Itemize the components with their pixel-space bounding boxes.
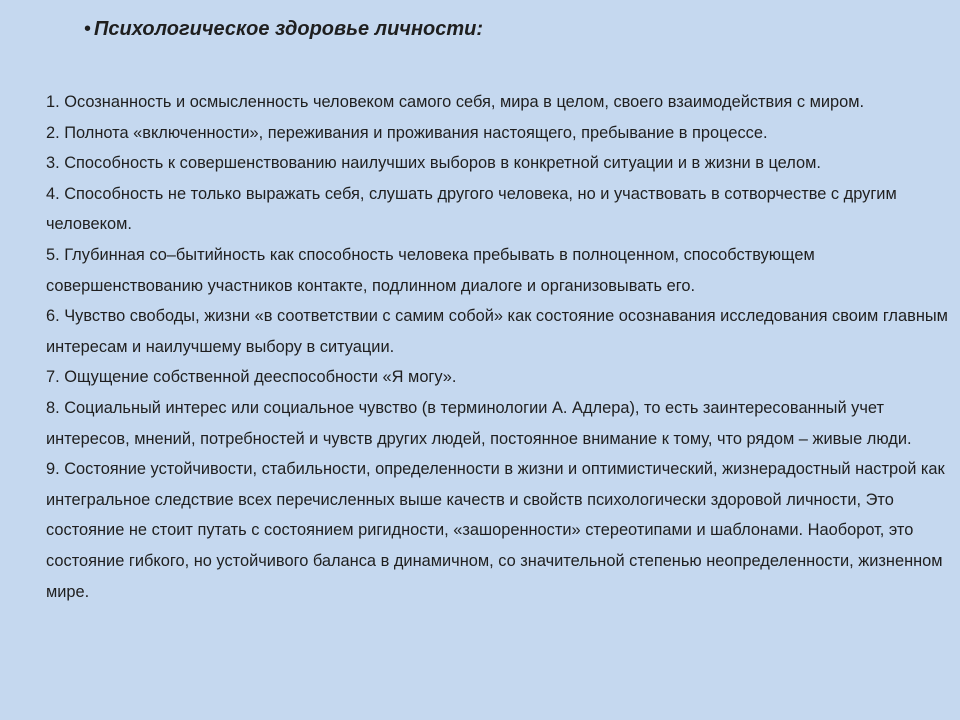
list-item-5: 5. Глубинная со–бытийность как способность человека пребывать в полноценном, способствующем совершенствованию участников контакте, подлинном диалоге и организовывать его. bbox=[46, 245, 815, 295]
list-item-9: 9. Состояние устойчивости, стабильности, определенности в жизни и оптимистический, жизнерадостный настрой как интегральное следствие всех перечисленных выше качеств и свойств психологически здоровой личности, Это состояние не стоит путать с состоянием ригидности, «зашоренности» стереотипами и шаблонами. Наоборот, это состояние гибкого, но устойчивого баланса в динамичном, со значительной степенью неопределенности, жизненном мире. bbox=[46, 460, 945, 601]
list-item-8: 8. Социальный интерес или социальное чувство (в терминологии А. Адлера), то есть заинтересованный учет интересов, мнений, потребностей и чувств других людей, постоянное внимание к тому, что рядом – живые люди. bbox=[46, 398, 912, 448]
slide-heading: Психологическое здоровье личности: bbox=[94, 18, 484, 40]
list-item-4: 4. Способность не только выражать себя, слушать другого человека, но и участвовать в сотворчестве с другим человеком. bbox=[46, 184, 897, 234]
heading-bullet: • bbox=[84, 18, 92, 40]
numbered-list bbox=[46, 87, 954, 607]
list-item-7: 7. Ощущение собственной дееспособности «Я могу». bbox=[46, 368, 457, 387]
list-item-1: 1. Осознанность и осмысленность человеком самого себя, мира в целом, своего взаимодействия с миром. bbox=[46, 93, 865, 111]
list-item-3: 3. Способность к совершенствованию наилучших выборов в конкретной ситуации и в жизни в целом. bbox=[46, 154, 821, 173]
list-item-6: 6. Чувство свободы, жизни «в соответствии с самим собой» как состояние осознавания исследования своим главным интересам и наилучшему выбору в ситуации. bbox=[46, 307, 948, 356]
heading-row bbox=[84, 14, 483, 44]
list-item-2: 2. Полнота «включенности», переживания и проживания настоящего, пребывание в процессе. bbox=[46, 123, 768, 142]
